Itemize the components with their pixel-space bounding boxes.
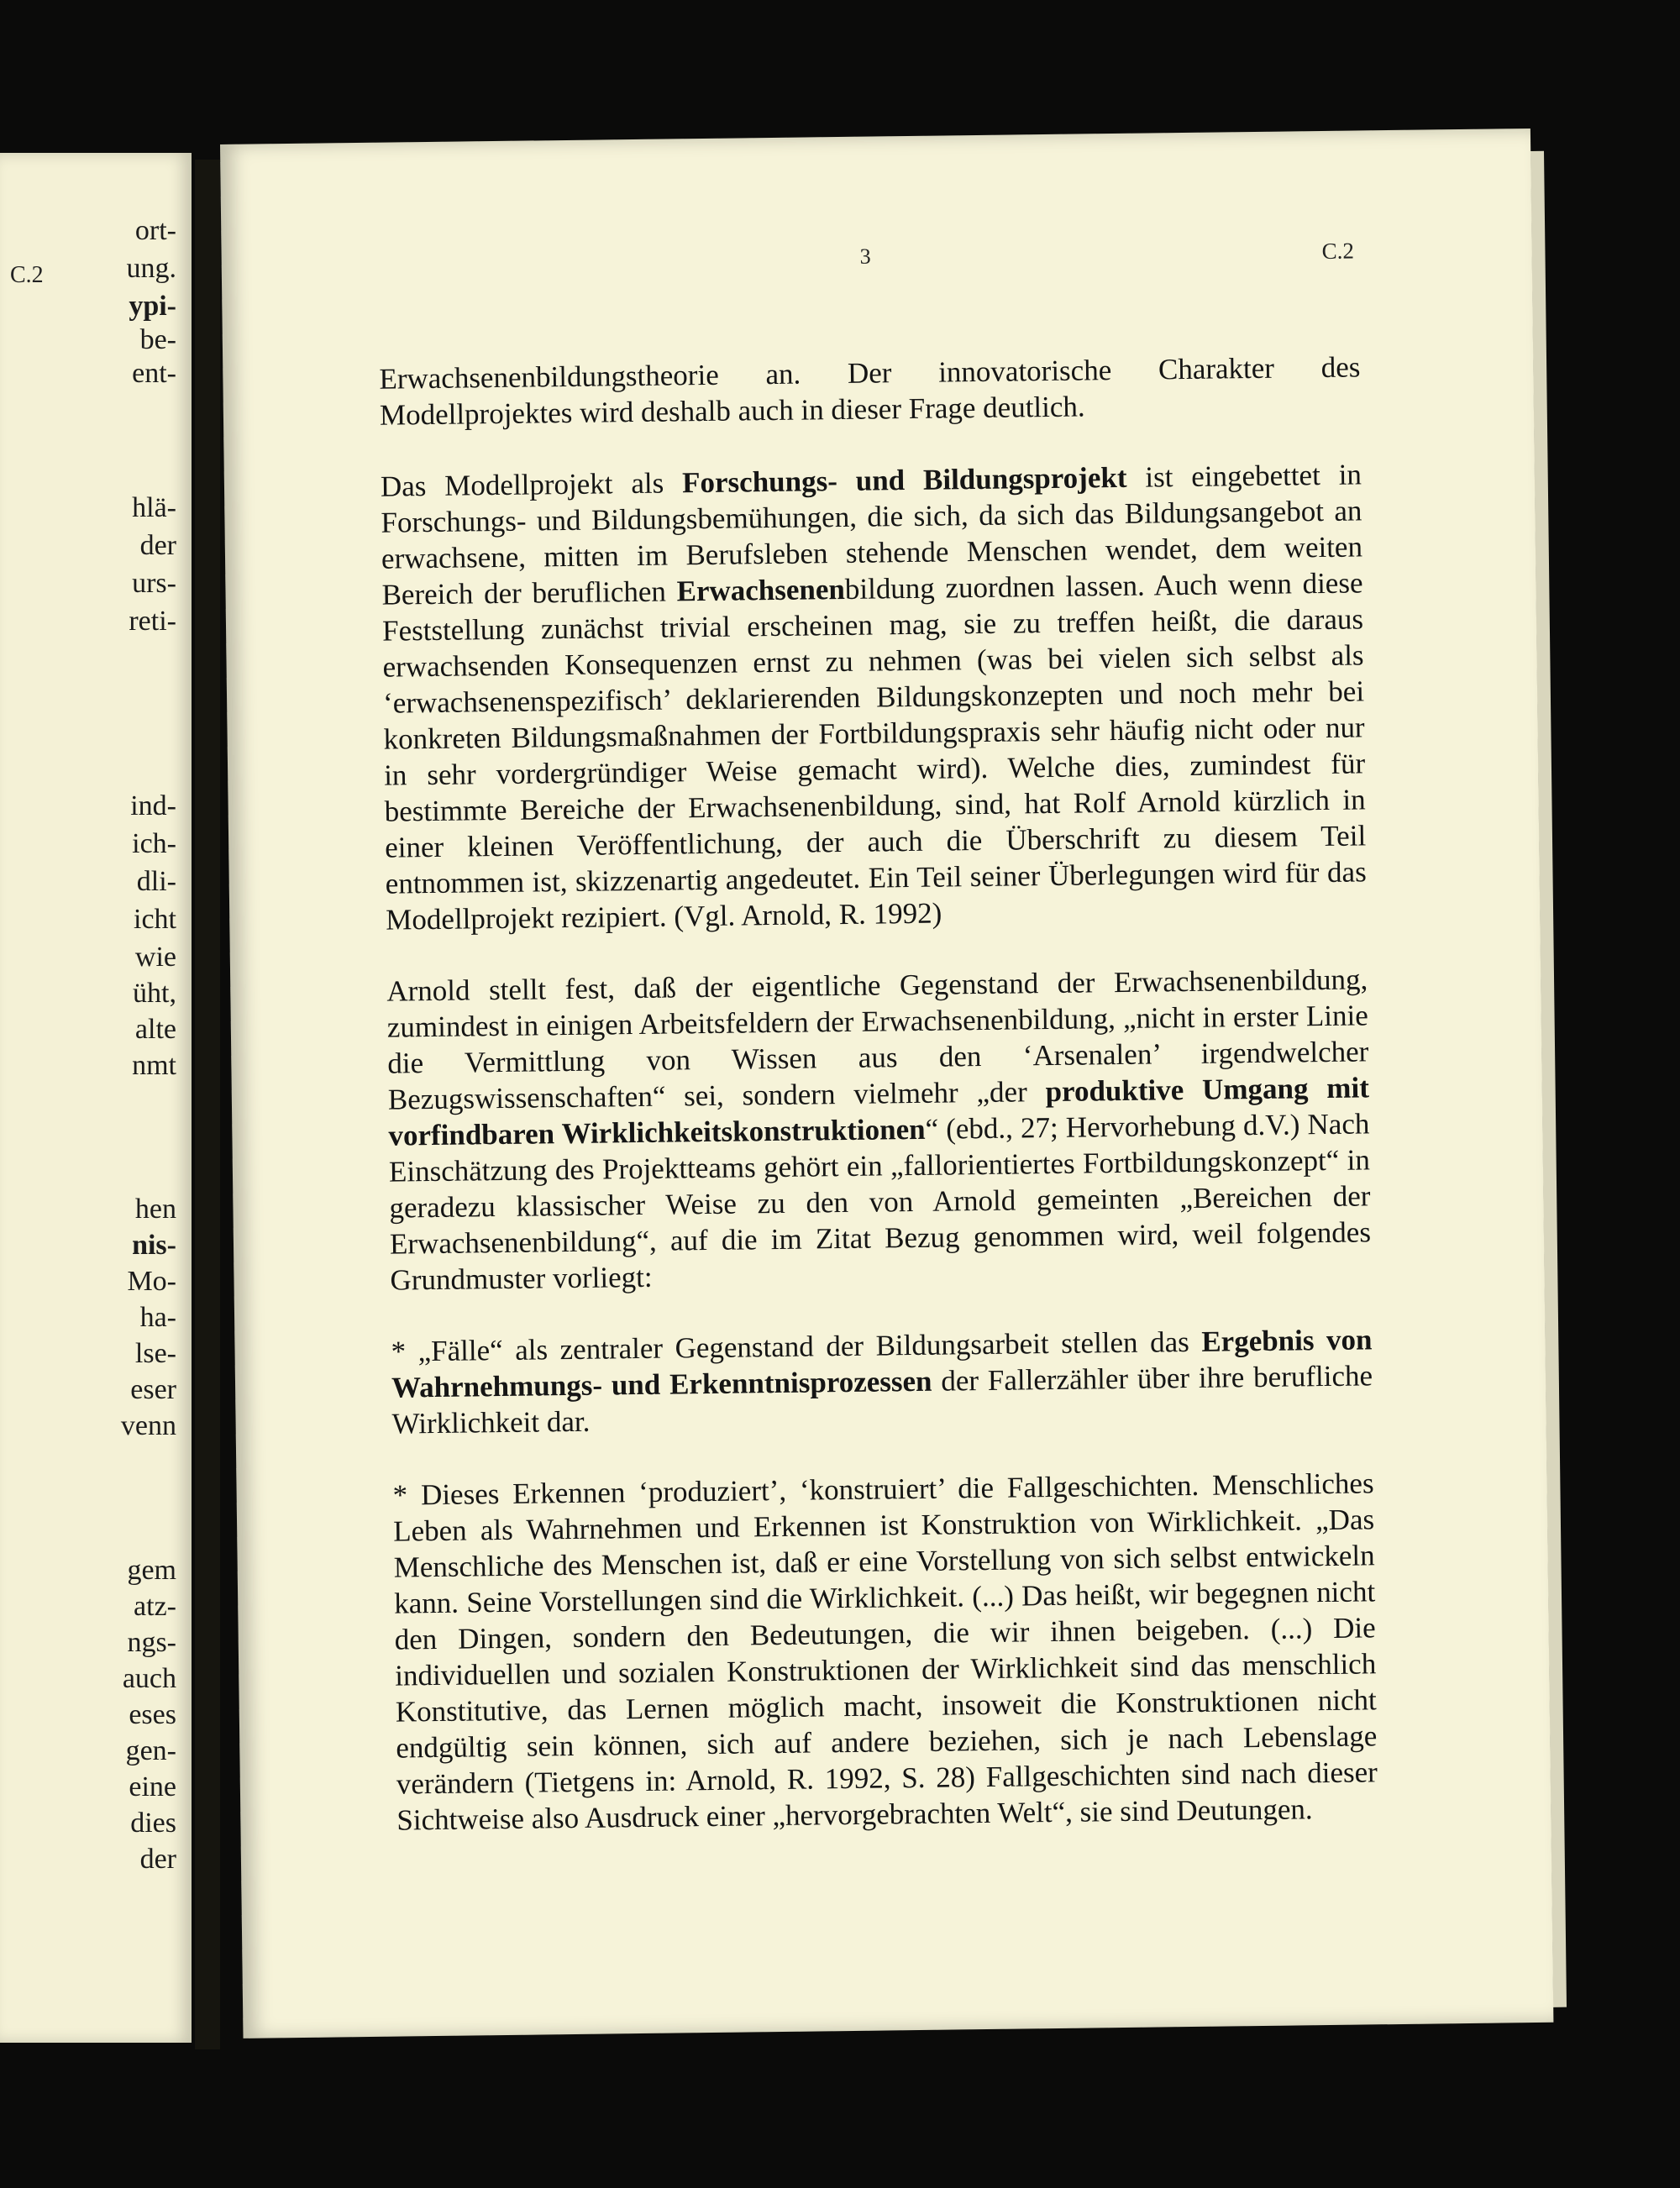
bullet-erkennen bbox=[392, 1465, 1378, 1838]
left-page bbox=[0, 153, 192, 2043]
paragraph-text: “ (ebd., 27; Hervorhebung d.V.) Nach Einschätzung des Projektteams gehört ein „fallorientiertes Fortbildungskonzept“ in geradezu klassischer Weise zu den von Arnold gemeinten „Bereichen der Erwachsenenbildung“, auf die im Zitat Bezug genommen wird, weil folgendes Grundmuster vorliegt: bbox=[388, 1107, 1372, 1297]
left-page-fragment: lse- bbox=[134, 1338, 176, 1369]
left-page-fragment: hlä- bbox=[132, 492, 176, 523]
paragraph-intro bbox=[379, 349, 1361, 433]
left-page-fragment: der bbox=[139, 530, 176, 561]
left-page-header: C.2 bbox=[10, 262, 44, 288]
paragraph-modellprojekt bbox=[381, 456, 1368, 937]
left-page-fragment: auch bbox=[122, 1663, 176, 1694]
paragraph-text: Erwachsenenbildungstheorie an. Der innovatorische Charakter des Modellprojektes wird deshalb auch in dieser Frage deutlich. bbox=[379, 350, 1361, 432]
left-page-fragment: nmt bbox=[132, 1050, 176, 1081]
page-number: 3 bbox=[859, 244, 871, 269]
left-page-fragment: gem bbox=[127, 1555, 176, 1586]
left-page-fragment: hen bbox=[134, 1194, 176, 1225]
text-column bbox=[379, 349, 1378, 1873]
left-page-fragment: eses bbox=[129, 1699, 176, 1730]
paragraph-text: Das Modellprojekt als bbox=[380, 466, 683, 503]
left-page-fragment: venn bbox=[120, 1410, 176, 1441]
book-gutter bbox=[195, 160, 220, 2049]
left-page-fragment: urs- bbox=[132, 568, 176, 599]
left-page-fragment: wie bbox=[134, 942, 176, 973]
left-page-fragment: ung. bbox=[126, 253, 176, 284]
paragraph-arnold bbox=[386, 961, 1372, 1298]
left-page-fragment: ngs- bbox=[127, 1627, 176, 1658]
bold-term: Forschungs- und Bildungsprojekt bbox=[681, 460, 1127, 500]
left-page-fragment: ha- bbox=[139, 1302, 176, 1333]
left-page-fragment: eine bbox=[129, 1771, 176, 1802]
paragraph-text: bildung zuordnen lassen. Auch wenn diese Feststellung zunächst trivial erscheinen mag, sie zu treffen heißt, die daraus erwachsenden Konsequenzen ernst zu nehmen (was bei vielen sich selbst als ‘erwachsenenspezifisch’ deklarierenden Bildungskonzepten und noch mehr bei konkreten Bildungsmaßnahmen der Fortbildungspraxis sehr häufig nicht oder nur in sehr vordergründiger Weise gemacht wird). Welche dies, zumindest für bestimmte Bereiche der Erwachsenenbildung, sind, hat Rolf Arnold kürzlich in einer kleinen Veröffentlichung, der auch die Überschrift zu diesem Teil entnommen ist, skizzenartig angedeutet. Ein Teil seiner Überlegungen wird für das Modellprojekt rezipiert. (Vgl. Arnold, R. 1992) bbox=[381, 566, 1367, 937]
left-page-fragment: icht bbox=[134, 904, 176, 935]
left-page-fragment: eser bbox=[130, 1374, 176, 1405]
left-page-fragment: atz- bbox=[134, 1591, 176, 1622]
bold-term: Ergebnis von Wahrnehmungs- und Erkenntnisprozessen bbox=[391, 1323, 1373, 1404]
left-page-fragment: gen- bbox=[125, 1735, 176, 1766]
bold-term: Erwachsenen bbox=[676, 572, 846, 608]
left-page-fragment: ent- bbox=[132, 358, 176, 389]
left-page-fragment: üht, bbox=[133, 978, 176, 1009]
main-page bbox=[220, 129, 1553, 2038]
left-page-fragment: ypi- bbox=[129, 291, 176, 322]
left-page-fragment: dli- bbox=[136, 866, 176, 897]
left-page-fragment: Mo- bbox=[127, 1266, 176, 1297]
left-page-fragment: reti- bbox=[129, 606, 176, 637]
left-page-fragment: alte bbox=[134, 1014, 176, 1045]
page-section-header: C.2 bbox=[1321, 238, 1355, 264]
bullet-faelle bbox=[391, 1321, 1373, 1441]
left-page-fragment: nis- bbox=[132, 1230, 176, 1261]
bold-term: produktive Umgang mit vorfindbaren Wirklichkeitskonstruktionen bbox=[388, 1071, 1370, 1152]
left-page-fragment: der bbox=[139, 1844, 176, 1875]
paragraph-text: der Fallerzähler über ihre berufliche Wirklichkeit dar. bbox=[391, 1359, 1373, 1440]
left-page-fragment: ich- bbox=[132, 828, 176, 859]
left-page-fragment: ort- bbox=[134, 215, 176, 246]
left-page-fragment: dies bbox=[130, 1808, 176, 1839]
left-page-fragment: ind- bbox=[130, 790, 176, 821]
paragraph-text: * Dieses Erkennen ‘produziert’, ‘konstruiert’ die Fallgeschichten. Menschliches Leben als Wahrnehmen und Erkennen ist Konstruktion von Wirklichkeit. „Das Menschliche des Menschen ist, daß er eine Vorstellung von sich selbst entwickeln kann. Seine Vorstellungen sind die Wirklichkeit. (...) Das heißt, wir begegnen nicht den Dingen, sondern den Bedeutungen, die wir ihnen beigeben. (...) Die individuellen und sozialen Konstruktionen der Wirklichkeit sind das menschlich Konstitutive, das Lernen möglich macht, insoweit die Konstruktionen nicht endgültig sein können, sich auf andere beziehen, sich je nach Lebenslage verändern (Tietgens in: Arnold, R. 1992, S. 28) Fallgeschichten sind nach dieser Sichtweise also Ausdruck einer „hervorgebrachten Welt“, sie sind Deutungen. bbox=[392, 1467, 1378, 1837]
paragraph-text: Arnold stellt fest, daß der eigentliche Gegenstand der Erwachsenenbildung, zumindest in einigen Arbeitsfeldern der Erwachsenenbildung, „nicht in erster Linie die Vermittlung von Wissen aus den ‘Arsenalen’ irgendwelcher Bezugswissenschaften“ sei, sondern vielmehr „der bbox=[386, 963, 1369, 1116]
left-page-fragment: be- bbox=[139, 324, 176, 355]
paragraph-text: ist eingebettet in Forschungs- und Bildungsbemühungen, die sich, da sich das Bildungsangebot an erwachsene, mitten im Berufsleben stehende Menschen wendet, dem weiten Bereich der beruflichen bbox=[381, 458, 1363, 611]
paragraph-text: * „Fälle“ als zentraler Gegenstand der Bildungsarbeit stellen das bbox=[391, 1325, 1202, 1368]
